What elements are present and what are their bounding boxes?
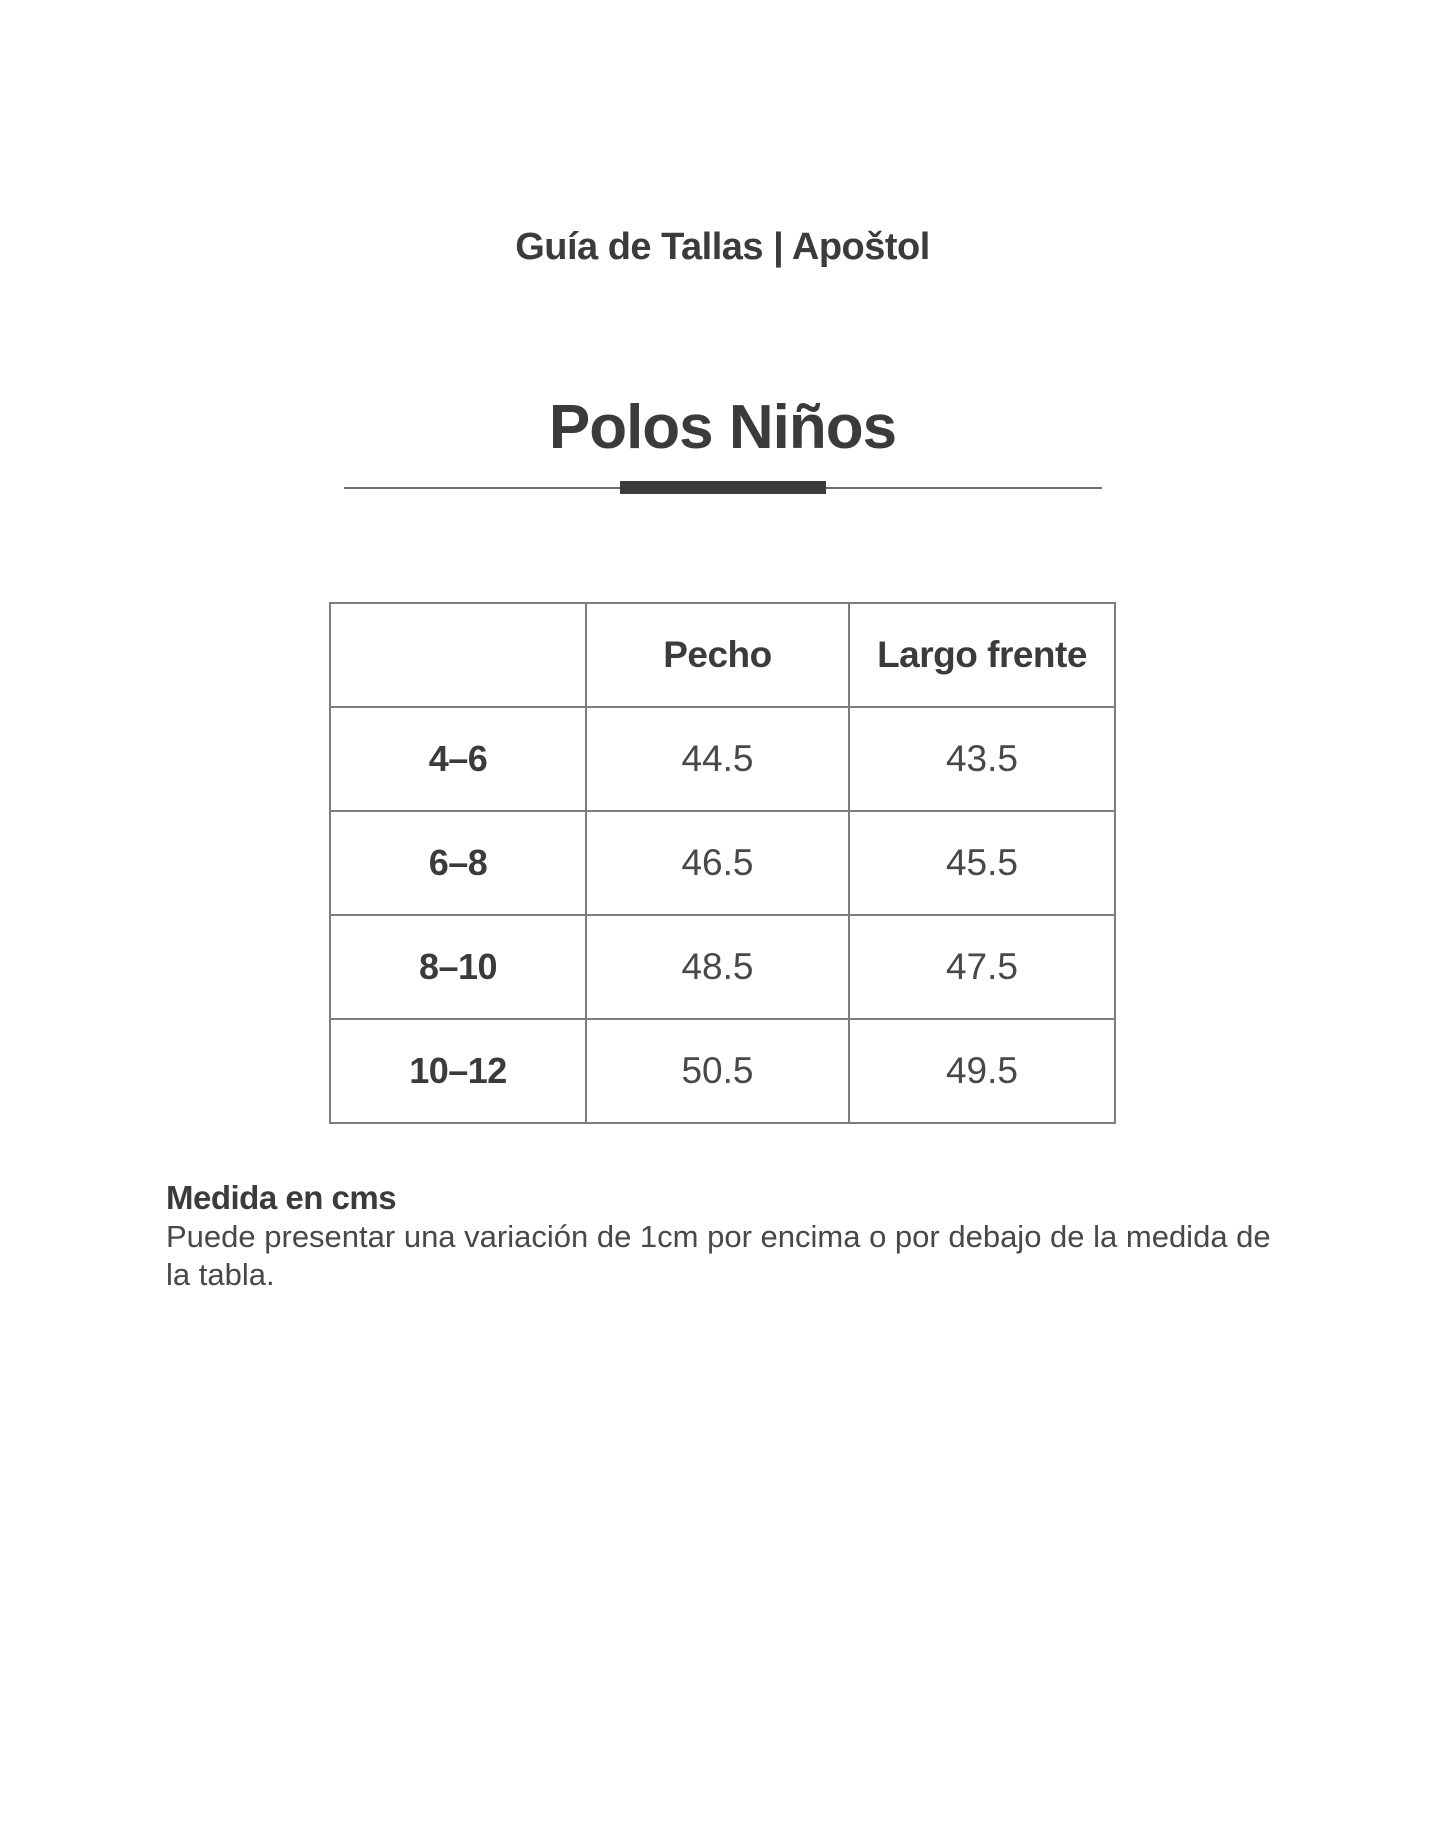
measure-unit-label: Medida en cms <box>166 1179 397 1216</box>
divider-accent-bar <box>620 481 826 494</box>
pecho-value: 46.5 <box>586 811 849 915</box>
table-row <box>330 915 1115 1019</box>
footer-notes <box>0 1178 1445 1294</box>
largo-frente-value: 45.5 <box>849 811 1115 915</box>
column-header-largo-frente: Largo frente <box>849 603 1115 707</box>
variation-note-line-2: la tabla. <box>166 1257 275 1292</box>
variation-note-line-1: Puede presentar una variación de 1cm por encima o por debajo de la medida de <box>166 1219 1271 1254</box>
brand-header: Guía de Tallas | Apoštol <box>515 226 930 268</box>
table-header-row <box>330 603 1115 707</box>
table-row <box>330 1019 1115 1123</box>
largo-frente-value: 43.5 <box>849 707 1115 811</box>
size-label: 8–10 <box>330 915 586 1019</box>
largo-frente-value: 47.5 <box>849 915 1115 1019</box>
page-title: Polos Niños <box>548 393 897 462</box>
largo-frente-value: 49.5 <box>849 1019 1115 1123</box>
pecho-value: 50.5 <box>586 1019 849 1123</box>
size-label: 10–12 <box>330 1019 586 1123</box>
pecho-value: 48.5 <box>586 915 849 1019</box>
table-row <box>330 811 1115 915</box>
title-divider <box>344 481 1102 494</box>
size-table <box>329 602 1116 1124</box>
size-label: 4–6 <box>330 707 586 811</box>
column-header-pecho: Pecho <box>586 603 849 707</box>
size-label: 6–8 <box>330 811 586 915</box>
pecho-value: 44.5 <box>586 707 849 811</box>
corner-cell <box>330 603 586 707</box>
table-row <box>330 707 1115 811</box>
